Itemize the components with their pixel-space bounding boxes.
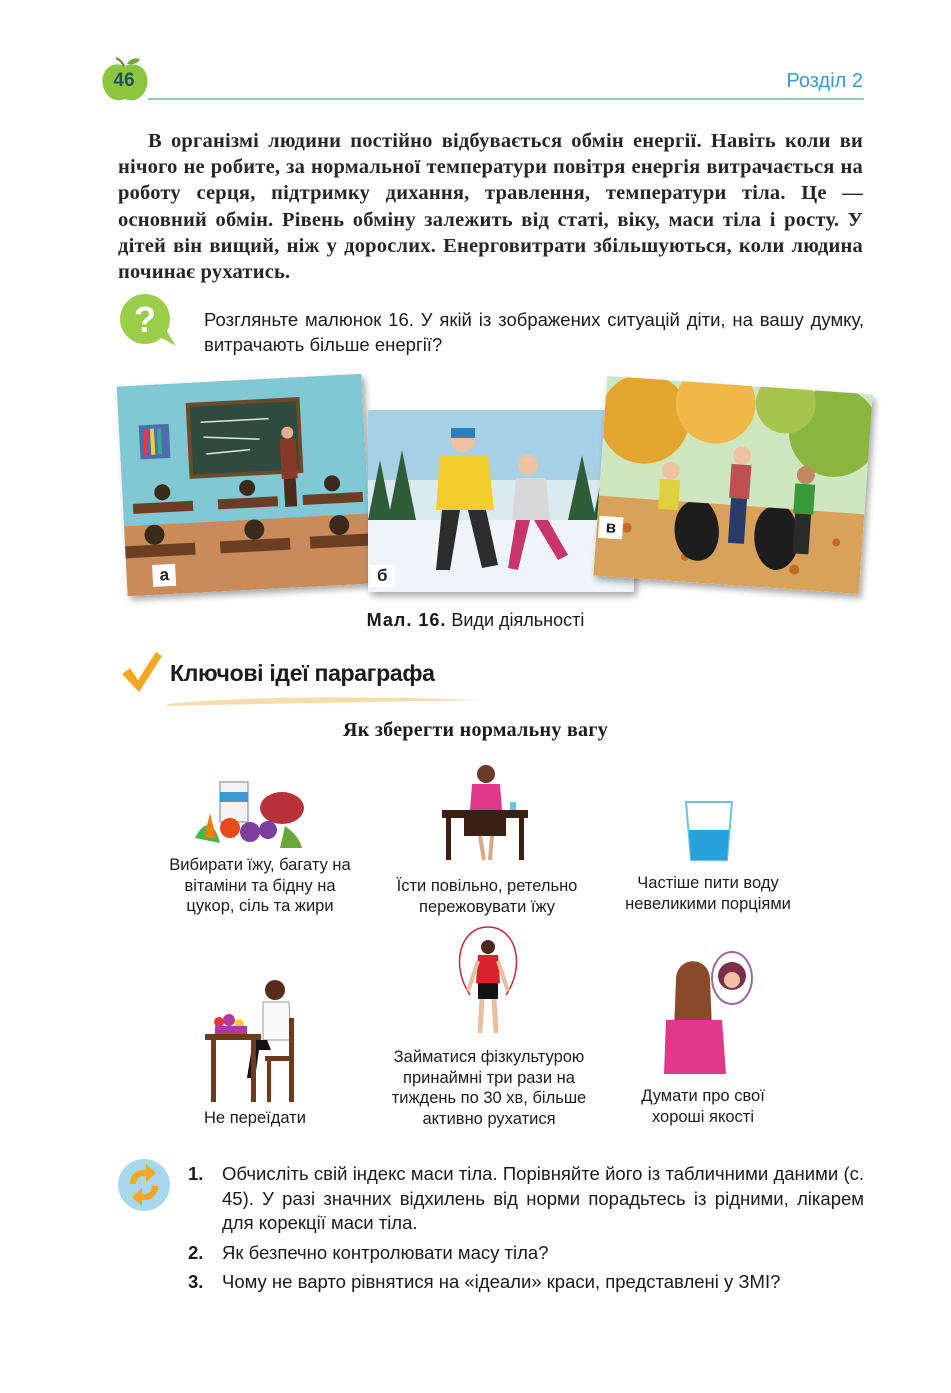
tip-healthy-food: Вибирати їжу, багату на вітаміни та бідну на цукор, сіль та жири: [169, 856, 351, 915]
question-bubble-icon: [118, 292, 180, 350]
refresh-arrows-icon: [116, 1158, 172, 1212]
question-text: Розгляньте малюнок 16. У якій із зображених ситуацій діти, на вашу думку, витрачають більше енергії?: [204, 309, 864, 355]
tip-exercise: Займатися фізкультурою принаймні три рази на тиждень по 30 хв, більше активно рухатися: [391, 1048, 587, 1128]
figure-caption-number: Мал. 16.: [366, 610, 447, 630]
figure-label-a: а: [152, 564, 177, 587]
task-text: Чому не варто рівнятися на «ідеали» краси, представлені у ЗМІ?: [222, 1271, 781, 1292]
tip-eat-slowly: Їсти повільно, ретельно пережовувати їжу: [396, 877, 578, 916]
task-number: 2.: [188, 1241, 204, 1263]
water-glass-icon: [684, 800, 734, 862]
figure-label-b: б: [370, 565, 395, 587]
food-illustration: [190, 778, 310, 850]
key-ideas-heading: Ключові ідеї параграфа: [170, 660, 435, 686]
section-label: Розділ 2: [786, 70, 863, 92]
mirror-girl-illustration: [662, 950, 758, 1076]
figure-caption: [0, 610, 951, 631]
figure-label-v: в: [598, 516, 624, 540]
svg-text:?: ?: [134, 299, 156, 340]
page-number-badge: [100, 56, 150, 102]
tip-no-overeating: Не переїдати: [204, 1109, 306, 1127]
task-item: [188, 1162, 864, 1236]
tip-drink-water: Частіше пити воду невеликими порціями: [625, 874, 791, 913]
page-number: 46: [113, 70, 135, 91]
figure-caption-text: Види діяльності: [451, 610, 585, 630]
task-text: Обчисліть свій індекс маси тіла. Порівняйте його із табличними даними (с. 45). У разі значних відхилень від норми порадьтесь із рідними, лікарем для корекції маси тіла.: [222, 1163, 864, 1233]
task-text: Як безпечно контролювати масу тіла?: [222, 1241, 549, 1263]
key-ideas-subtitle: Як зберегти нормальну вагу: [342, 719, 609, 741]
task-item: [188, 1241, 864, 1266]
tip-positive-thinking: Думати про свої хороші якості: [641, 1087, 765, 1126]
figure-cleanup: [593, 376, 872, 594]
heading-underline: [165, 694, 485, 708]
checkmark-icon: [120, 650, 162, 694]
task-number: 3.: [188, 1271, 204, 1292]
sitting-at-table-illustration: [205, 978, 305, 1103]
task-list: [188, 1162, 864, 1300]
eating-at-table-illustration: [440, 762, 530, 862]
header-rule: [148, 98, 864, 100]
jump-rope-illustration: [450, 925, 526, 1040]
body-paragraph: В організмі людини постійно відбувається обмін енергії. Навіть коли ви нічого не робите, за нормальної температури повітря енергія витрачається на роботу серця, підтримку дихання, травлення, температури тіла. Це — основний обмін. Рівень обміну залежить від статі, віку, маси тіла і росту. У дітей він вищий, ніж у дорослих. Енерговитрати збільшуються, коли людина починає рухатись.: [118, 130, 863, 284]
figure-classroom: [117, 374, 373, 597]
task-item: [188, 1270, 864, 1295]
task-number: 1.: [188, 1163, 204, 1184]
